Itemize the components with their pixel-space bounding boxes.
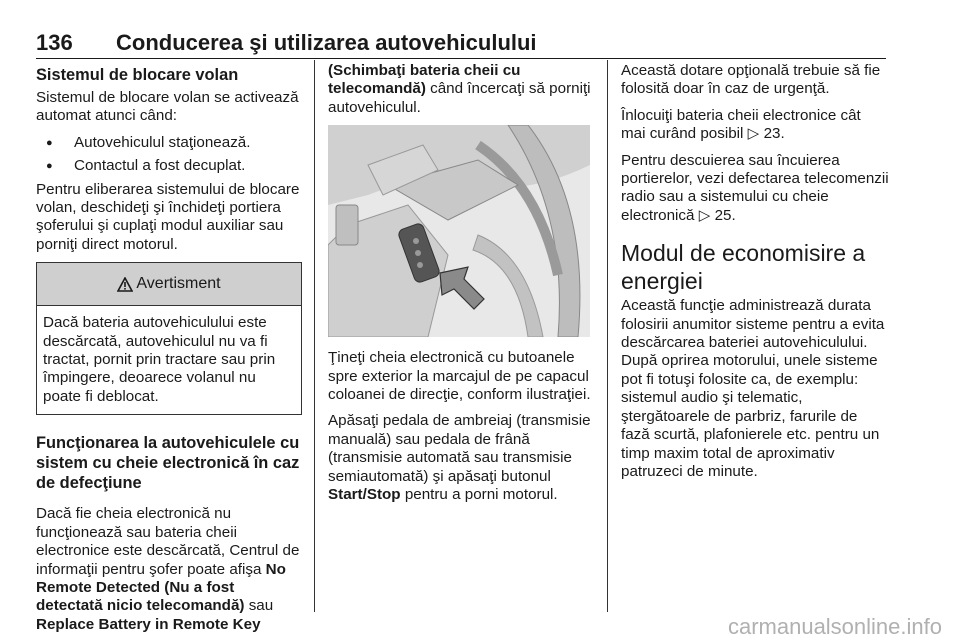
steering-column-illustration — [328, 125, 590, 337]
column-1 — [36, 62, 302, 634]
key-position-illustration — [328, 125, 590, 337]
warning-text: Dacă bateria autovehiculului este descărcată, autovehiculul nu va fi tractat, pornit prin tractare sau prin împingere, deoarece volanul nu poate fi deblocat. — [43, 314, 276, 405]
header-rule — [36, 58, 886, 59]
press-text: Apăsaţi pedala de ambreiaj (transmisie manuală) sau pedala de frână (transmisie automată sau transmisie semiautomată) şi apăsaţi butonul — [328, 412, 591, 485]
message-continuation-paragraph — [328, 62, 594, 117]
page-header — [36, 30, 886, 56]
steering-lock-intro: Sistemul de blocare volan se activează automat atunci când: — [36, 89, 299, 125]
message-translation: (Schimbaţi bateria cheii cu telecomandă) — [328, 62, 521, 98]
when-text: când încercaţi să porniţi autovehiculul. — [328, 80, 591, 116]
column-2 — [328, 62, 594, 512]
start-stop-button-name: Start/Stop — [328, 486, 401, 504]
press-pedal-paragraph — [328, 412, 594, 504]
unlock-paragraph — [621, 152, 889, 226]
replace-battery-paragraph — [621, 107, 889, 144]
watermark: carmanualsonline.info — [727, 614, 942, 639]
list-item: ● Contactul a fost decuplat. — [36, 157, 302, 175]
fault-text: Dacă fie cheia electronică nu funcţionează sau bateria cheii electronice este descărcată, Centrul de informaţii pentru şofer poate afişa — [36, 505, 300, 578]
section-heading-energy-saving: Modul de economisire a energiei — [621, 240, 866, 295]
page-reference-1[interactable]: 23. — [763, 125, 785, 143]
section-heading-fault: Funcţionarea la autovehiculele cu sistem cu cheie electronică în caz de defecţiune — [36, 434, 300, 493]
unlock-text: Pentru descuierea sau încuierea portierelor, vezi defectarea telecomenzii radio sau a sistemului cu cheie electronică — [621, 151, 889, 224]
press-end-text: pentru a porni motorul. — [404, 486, 558, 504]
page-reference-arrow-icon: ▷ — [698, 206, 711, 224]
page-reference-arrow-icon: ▷ — [747, 125, 760, 143]
hold-key-instructions: Ţineţi cheia electronică cu butoanele spre exterior la marcajul de pe capacul coloanei de direcţie, conform ilustraţiei. — [328, 349, 591, 404]
page-number: 136 — [36, 30, 73, 55]
replace-text: Înlocuiţi bateria cheii electronice cât mai curând posibil — [621, 106, 861, 143]
warning-box — [36, 262, 302, 415]
section-heading-steering-lock: Sistemul de blocare volan — [36, 66, 239, 84]
column-3 — [621, 62, 889, 489]
message-no-remote: No Remote Detected (Nu a fost detectată nicio telecomandă) — [36, 560, 286, 615]
column-divider-1 — [314, 60, 315, 612]
column-divider-2 — [607, 60, 608, 612]
warning-header — [37, 263, 301, 306]
page-reference-2[interactable]: 25. — [714, 206, 736, 224]
warning-triangle-icon — [117, 277, 133, 292]
message-replace-battery: Replace Battery in Remote Key — [36, 615, 261, 633]
emergency-note: Această dotare opţională trebuie să fie folosită doar în caz de urgenţă. — [621, 62, 881, 98]
condition-list — [36, 134, 302, 176]
fault-paragraph — [36, 505, 302, 634]
conjunction-or: sau — [248, 597, 274, 615]
release-instructions: Pentru eliberarea sistemului de blocare volan, deschideţi şi închideţi portiera şoferului şi cuplaţi modul auxiliar sau porniţi direct motorul. — [36, 180, 300, 253]
energy-saving-text: Această funcţie administrează durata folosirii anumitor sisteme pentru a evita descărcarea bateriei autovehiculului. După oprirea motorului, unele sisteme pot fi totuşi folosite ca, de exemplu: sistemul audio şi telematic, ştergătoarele de parbriz, farurile de fază scurtă, plafonierele etc. pentru un timp maxim total de aproximativ patruzeci de minute. — [621, 297, 885, 480]
list-item: ● Autovehiculul staţionează. — [36, 134, 302, 152]
chapter-title: Conducerea şi utilizarea autovehiculului — [116, 30, 537, 55]
warning-title: Avertisment — [136, 275, 221, 293]
